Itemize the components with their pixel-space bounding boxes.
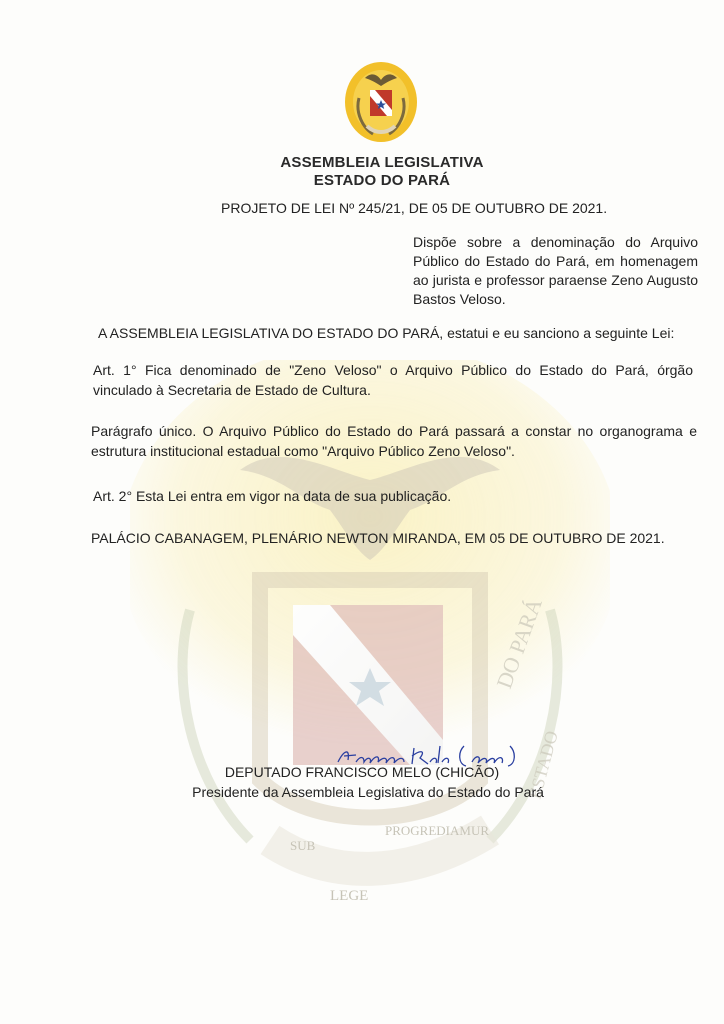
project-title: PROJETO DE LEI Nº 245/21, DE 05 DE OUTUBRO DE 2021. [221, 200, 608, 216]
preamble: A ASSEMBLEIA LEGISLATIVA DO ESTADO DO PARÁ, estatui e eu sanciono a seguinte Lei: [98, 325, 675, 341]
ribbon-text-right: DO PARÁ [491, 594, 547, 692]
header-line-1: ASSEMBLEIA LEGISLATIVA [280, 154, 484, 171]
article-1: Art. 1° Fica denominado de "Zeno Veloso" o Arquivo Público do Estado do Pará, órgão vinculado à Secretaria de Estado de Cultura. [93, 362, 693, 398]
paragrafo-unico: Parágrafo único. O Arquivo Público do Estado do Pará passará a constar no organograma e estrutura institucional estadual como "Arquivo Público Zeno Veloso". [91, 423, 697, 459]
motto-left: SUB [290, 838, 316, 853]
signatory-name: DEPUTADO FRANCISCO MELO (CHICÃO) [224, 764, 500, 780]
header-line-2: ESTADO DO PARÁ [313, 172, 451, 189]
closing-line: PALÁCIO CABANAGEM, PLENÁRIO NEWTON MIRANDA, EM 05 DE OUTUBRO DE 2021. [91, 530, 665, 546]
coat-of-arms-seal-icon [343, 58, 419, 144]
motto-center: LEGE [330, 888, 369, 904]
ementa: Dispõe sobre a denominação do Arquivo Público do Estado do Pará, em homenagem ao jurista e professor paraense Zeno Augusto Bastos Veloso. [413, 234, 698, 307]
motto-right: PROGREDIAMUR [385, 823, 490, 838]
signatory-role: Presidente da Assembleia Legislativa do Estado do Pará [192, 784, 544, 800]
article-2: Art. 2° Esta Lei entra em vigor na data de sua publicação. [93, 488, 452, 504]
ribbon-text-right-2: ESTADO [524, 728, 562, 802]
